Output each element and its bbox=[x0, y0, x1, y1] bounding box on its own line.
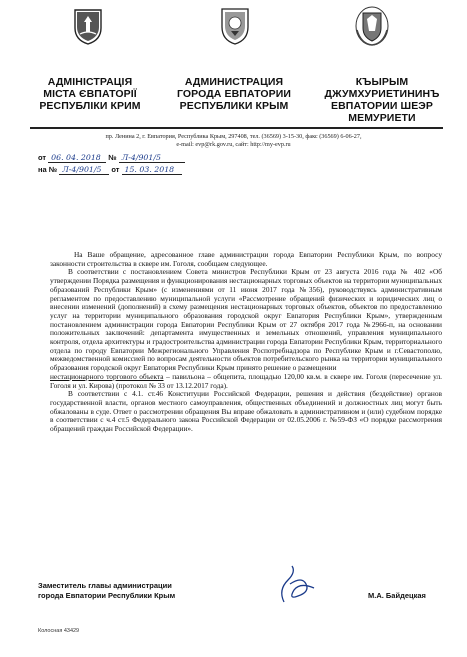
city-coat-of-arms-emblem bbox=[73, 8, 103, 46]
header-crimean-tatar-line: ЕВПАТОРИИ ШЕЭР bbox=[331, 100, 433, 112]
header-crimean-tatar-line: МЕМУРИЕТИ bbox=[348, 112, 416, 124]
outgoing-reference bbox=[38, 153, 185, 163]
executor-note: Колосная 43429 bbox=[38, 628, 80, 634]
body-paragraph: В соответствии с 4.1. ст.46 Конституции Российской Федерации, решения и действия (бездействие) органов государственной власти, органов местного самоуправления, общественных объединений и должностных лиц могут быть обжалованы в суде. Ответ о рассмотрении обращения Вы вправе обжаловать в административном и (или) судебном порядке в соответствии с ч.4 ст.5 Федерального закона Российской Федерации от 02.05.2006 г. №59-ФЗ «О порядке рассмотрения обращений граждан Российской Федерации». bbox=[50, 389, 442, 434]
incoming-date: 15. 03. 2018 bbox=[122, 165, 182, 175]
header-ukrainian-line: МІСТА ЄВПАТОРІЇ bbox=[43, 88, 137, 100]
outgoing-number: Л-4/901/5 bbox=[119, 153, 185, 163]
crimea-coat-of-arms-emblem bbox=[219, 6, 251, 46]
header-crimean-tatar bbox=[318, 76, 446, 124]
header-russian-line: АДМИНИСТРАЦИЯ bbox=[184, 76, 284, 88]
address-line-1: пр. Ленина 2, г. Евпатория, Республика Крым, 297408, тел. (36569) 3-15-30, факс (36569) 6-06-27, bbox=[105, 133, 362, 140]
header-russian-line: ГОРОДА ЕВПАТОРИИ bbox=[176, 88, 292, 100]
letter-body bbox=[50, 251, 442, 434]
handwritten-signature bbox=[270, 562, 320, 611]
signatory-position-line: города Евпатории Республики Крым bbox=[38, 591, 176, 600]
signatory-position bbox=[38, 581, 175, 601]
on-date-label: от bbox=[111, 165, 120, 174]
header-ukrainian-line: АДМІНІСТРАЦІЯ bbox=[47, 76, 133, 88]
number-label: № bbox=[108, 153, 117, 162]
outgoing-date: 06. 04. 2018 bbox=[48, 153, 106, 163]
header-crimean-tatar-line: КЪЫРЫМ bbox=[355, 76, 409, 88]
signatory-position-line: Заместитель главы администрации bbox=[38, 581, 172, 590]
incoming-number: Л-4/901/5 bbox=[59, 165, 109, 175]
body-paragraph: На Ваше обращение, адресованное главе администрации города Евпатории Республики Крым, по вопросу законности строительства в сквере им. Гоголя, сообщаем следующее. bbox=[50, 250, 442, 268]
body-paragraph-continuation bbox=[50, 373, 442, 390]
header-russian bbox=[168, 76, 300, 112]
signatory-name: М.А. Байдецкая bbox=[368, 591, 426, 600]
header-crimean-tatar-line: ДЖУМХУРИЕТИНИНЪ bbox=[324, 88, 440, 100]
header-ukrainian-line: РЕСПУБЛІКИ КРИМ bbox=[39, 100, 141, 112]
on-number-label: на № bbox=[38, 165, 58, 174]
header-russian-line: РЕСПУБЛИКИ КРЫМ bbox=[179, 100, 289, 112]
header-ukrainian bbox=[30, 76, 150, 112]
incoming-reference bbox=[38, 165, 182, 175]
underlined-phrase: нестационарного торгового объекта bbox=[50, 371, 164, 381]
body-paragraph: В соответствии с постановлением Совета министров Республики Крым от 23 августа 2016 года № 402 «Об утверждении Порядка размещения и функционирования нестационарных торговых объектов на территории муниципальных образований Республики Крым» (с изменениями от 11 июня 2017 года №356), руководствуясь административным регламентом по предоставлению муниципальной услуги «Рассмотрение обращений физических и юридических лиц о внесении изменений (дополнений) в схему размещения нестационарных торговых объектов, объектов по предоставлению услуг на территории муниципального образования городской округ Евпатория Республики Крым», утвержденным постановлением администрации города Евпатории Республики Крым от 27 октября 2017 года №2966-п, на основании положительных заключений: департамента имущественных и земельных отношений, управления муниципального контроля, отдела архитектуры и градостроительства администрации города Евпатории Республики Крым, территориального отдела по городу Евпатории Межрегионального Управления Роспотребнадзора по Республике Крым и г.Севастополю, межведомственной комиссией по вопросам деятельности объектов потребительского рынка на территории муниципального образования городской округ Евпатория Республики Крым принято решение о размещении bbox=[50, 267, 442, 373]
address-line-2: e-mail: evp@rk.gov.ru, сайт: http://my-evp.ru bbox=[176, 141, 291, 148]
header-divider bbox=[30, 127, 443, 129]
continuation-text: – павильона – общепита, площадью 120,00 кв.м. в сквере им. Гоголя (пересечение ул. Гоголя и ул. Кирова) (протокол № 33 от 13.12.2017 года). bbox=[50, 371, 442, 390]
from-prefix: от bbox=[38, 153, 47, 162]
crimea-republic-emblem bbox=[353, 4, 391, 48]
